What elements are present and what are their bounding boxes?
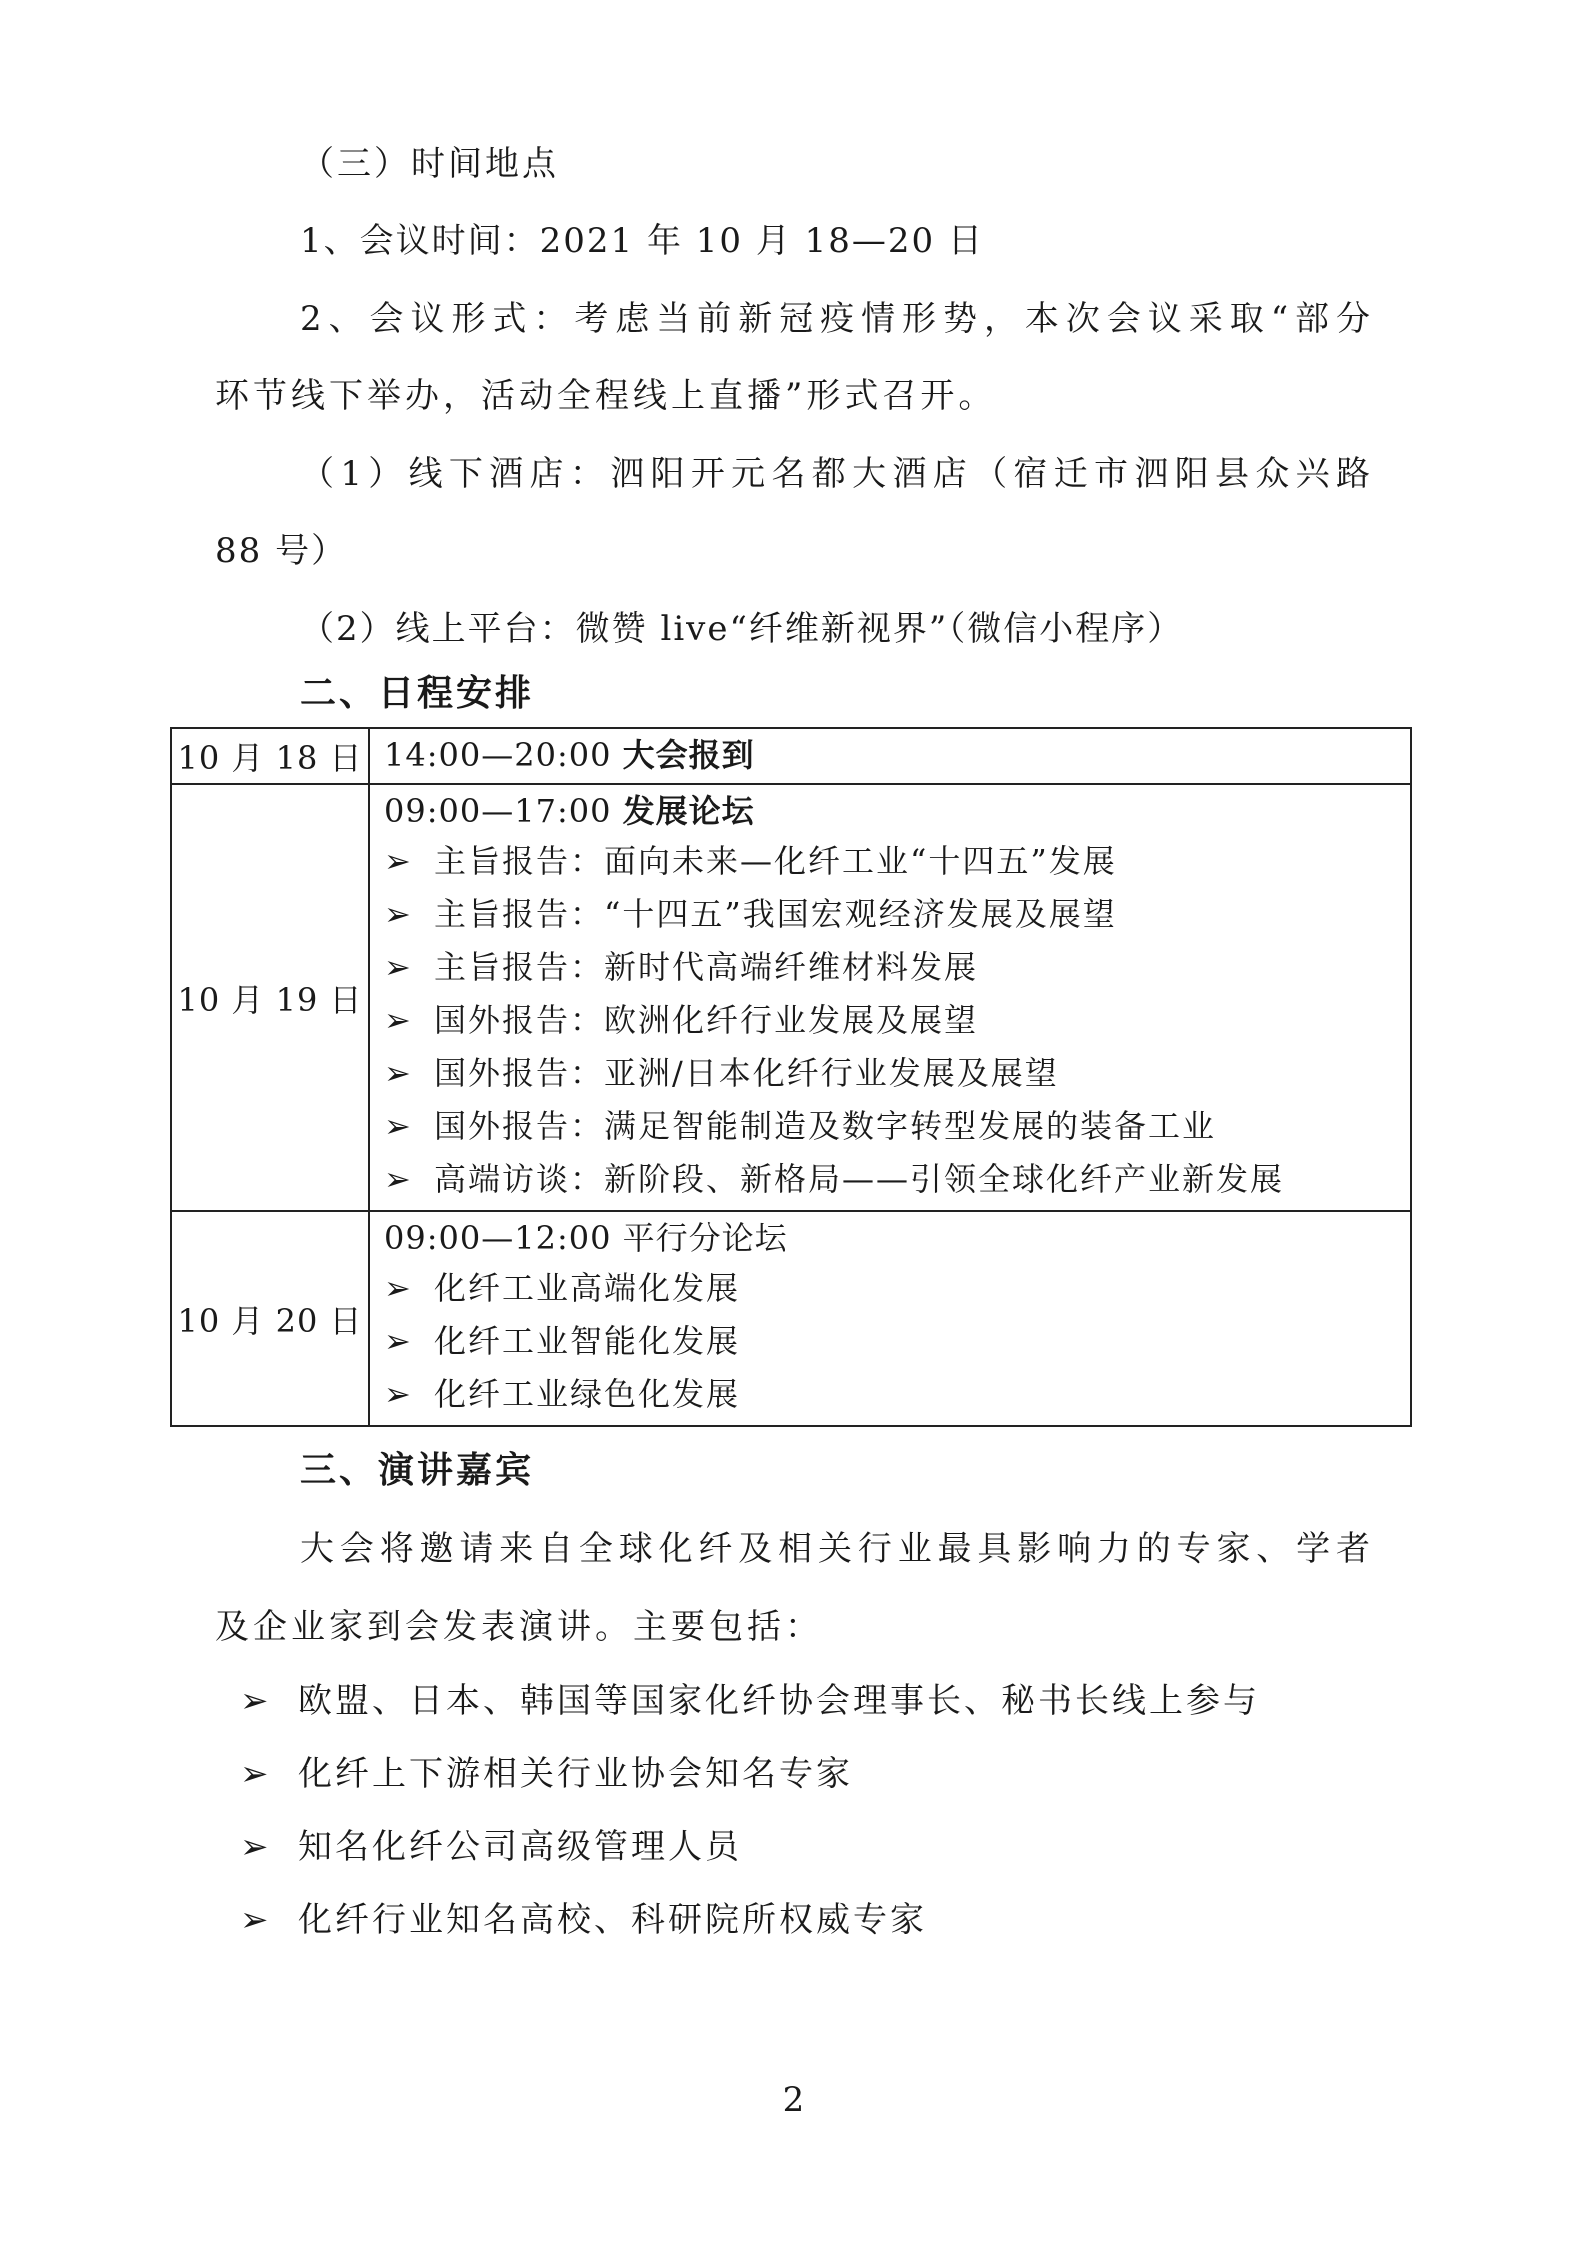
slot-title — [384, 731, 1396, 779]
arrow-bullet-icon: ➢ — [240, 1754, 272, 1794]
slot-name: 大会报到 — [622, 736, 755, 774]
list-item: ➢ 国外报告：亚洲/日本化纤行业发展及展望 — [384, 1047, 1396, 1100]
section-heading-schedule: 二、日程安排 — [300, 673, 535, 714]
slot-time: 09:00—17:00 — [384, 792, 623, 830]
schedule-content — [369, 728, 1411, 784]
page-number: 2 — [782, 2080, 805, 2120]
list-item: ➢ 化纤工业智能化发展 — [384, 1315, 1396, 1368]
list-item: ➢ 主旨报告：新时代高端纤维材料发展 — [384, 941, 1396, 994]
schedule-row-day-3 — [171, 1211, 1411, 1426]
slot-time: 09:00—12:00 — [384, 1219, 623, 1257]
meeting-format-line-1: 2、会议形式：考虑当前新冠疫情形势，本次会议采取“部分 — [300, 299, 1370, 339]
online-platform: （2）线上平台：微赞 live“纤维新视界”（微信小程序） — [300, 609, 1184, 649]
list-item: ➢ 化纤上下游相关行业协会知名专家 — [240, 1750, 853, 1798]
slot-title — [384, 1214, 1396, 1262]
schedule-row-day-2 — [171, 784, 1411, 1211]
schedule-date: 10 月 18 日 — [171, 728, 369, 784]
arrow-bullet-icon: ➢ — [240, 1681, 272, 1721]
offline-hotel-line-1: （1）线下酒店：泗阳开元名都大酒店（宿迁市泗阳县众兴路 — [300, 454, 1370, 494]
schedule-content — [369, 1211, 1411, 1426]
list-item: ➢ 知名化纤公司高级管理人员 — [240, 1823, 742, 1871]
schedule-content — [369, 784, 1411, 1211]
slot-title — [384, 787, 1396, 835]
list-item: ➢ 欧盟、日本、韩国等国家化纤协会理事长、秘书长线上参与 — [240, 1677, 1260, 1725]
arrow-bullet-icon: ➢ — [240, 1827, 272, 1867]
slot-name: 发展论坛 — [622, 792, 755, 830]
list-item: ➢ 国外报告：满足智能制造及数字转型发展的装备工业 — [384, 1100, 1396, 1153]
arrow-bullet-icon: ➢ — [240, 1900, 272, 1940]
arrow-bullet-icon: ➢ — [384, 1375, 413, 1413]
offline-hotel-line-2: 88 号） — [215, 531, 348, 571]
slot-time: 14:00—20:00 — [384, 736, 623, 774]
arrow-bullet-icon: ➢ — [384, 895, 413, 933]
speakers-intro-line-2: 及企业家到会发表演讲。主要包括： — [215, 1607, 823, 1647]
list-item: ➢ 化纤工业绿色化发展 — [384, 1368, 1396, 1421]
list-item: ➢ 化纤行业知名高校、科研院所权威专家 — [240, 1896, 927, 1944]
list-item: ➢ 主旨报告：面向未来—化纤工业“十四五”发展 — [384, 835, 1396, 888]
arrow-bullet-icon: ➢ — [384, 842, 413, 880]
arrow-bullet-icon: ➢ — [384, 948, 413, 986]
slot-name: 平行分论坛 — [622, 1219, 788, 1257]
arrow-bullet-icon: ➢ — [384, 1269, 413, 1307]
arrow-bullet-icon: ➢ — [384, 1001, 413, 1039]
schedule-date: 10 月 20 日 — [171, 1211, 369, 1426]
subsection-heading-time-place: （三）时间地点 — [300, 144, 559, 184]
schedule-date: 10 月 19 日 — [171, 784, 369, 1211]
list-item: ➢ 主旨报告：“十四五”我国宏观经济发展及展望 — [384, 888, 1396, 941]
arrow-bullet-icon: ➢ — [384, 1107, 413, 1145]
meeting-time: 1、会议时间：2021 年 10 月 18—20 日 — [300, 221, 984, 261]
arrow-bullet-icon: ➢ — [384, 1054, 413, 1092]
schedule-table — [170, 727, 1412, 1427]
list-item: ➢ 国外报告：欧洲化纤行业发展及展望 — [384, 994, 1396, 1047]
section-heading-speakers: 三、演讲嘉宾 — [300, 1450, 535, 1491]
list-item: ➢ 化纤工业高端化发展 — [384, 1262, 1396, 1315]
arrow-bullet-icon: ➢ — [384, 1160, 413, 1198]
list-item: ➢ 高端访谈：新阶段、新格局——引领全球化纤产业新发展 — [384, 1153, 1396, 1206]
schedule-row-day-1 — [171, 728, 1411, 784]
speakers-intro-line-1: 大会将邀请来自全球化纤及相关行业最具影响力的专家、学者 — [300, 1529, 1370, 1569]
arrow-bullet-icon: ➢ — [384, 1322, 413, 1360]
meeting-format-line-2: 环节线下举办，活动全程线上直播”形式召开。 — [215, 376, 997, 416]
